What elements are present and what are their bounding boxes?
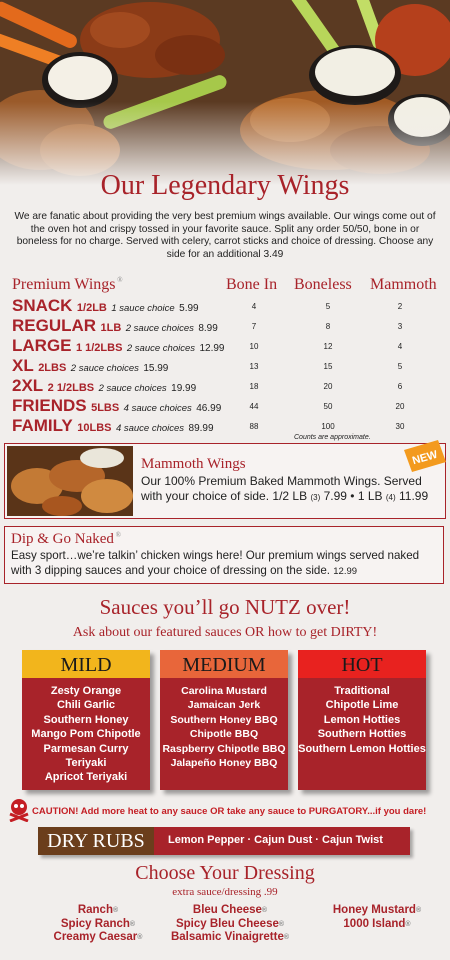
dressing-item: Spicy Bleu Cheese® bbox=[175, 917, 285, 930]
trademark-icon: ® bbox=[415, 907, 422, 914]
table-row bbox=[12, 396, 221, 416]
dressing-item: Balsamic Vinaigrette® bbox=[170, 931, 290, 943]
count-bone: 7 bbox=[251, 322, 257, 331]
sauce-item: Chipotle Lime bbox=[325, 699, 399, 712]
count-mammoth: 4 bbox=[397, 342, 403, 351]
count-boneless: 100 bbox=[321, 422, 335, 431]
sauce-choices: 2 sauce choices bbox=[98, 383, 167, 394]
dressing-item: Creamy Caesar® bbox=[53, 931, 143, 943]
dressing-item: Honey Mustard® bbox=[332, 904, 422, 916]
dressing-column-3 bbox=[312, 904, 442, 931]
size-name: SNACK bbox=[12, 296, 73, 315]
table-row bbox=[12, 376, 196, 396]
dressing-subtitle: extra sauce/dressing .99 bbox=[172, 886, 278, 898]
dry-rubs-list: Lemon Pepper · Cajun Dust · Cajun Twist bbox=[168, 834, 383, 846]
sauce-item: Apricot Teriyaki bbox=[44, 771, 128, 784]
count-bone: 4 bbox=[251, 302, 257, 311]
size-weight: 1/2LB bbox=[76, 302, 107, 314]
dressing-item: Spicy Ranch® bbox=[60, 917, 136, 930]
trademark-icon: ® bbox=[405, 920, 411, 928]
sauce-item: Southern Lemon Hotties bbox=[298, 742, 426, 755]
dip-title: Dip & Go Naked ® bbox=[11, 531, 121, 547]
size-weight: 10LBS bbox=[77, 422, 112, 434]
size-name: LARGE bbox=[12, 336, 72, 355]
sauce-item: Lemon Hotties bbox=[323, 713, 401, 726]
table-row bbox=[12, 296, 199, 316]
sauce-item: Teriyaki bbox=[65, 757, 107, 770]
sauce-item: Mango Pom Chipotle bbox=[31, 728, 141, 741]
skull-icon bbox=[8, 798, 30, 822]
new-badge-label: NEW bbox=[411, 448, 439, 468]
count-bone: 44 bbox=[249, 402, 259, 411]
dry-rubs-label: DRY RUBS bbox=[38, 827, 154, 855]
hot-list bbox=[298, 678, 426, 790]
size-price: 15.99 bbox=[143, 363, 169, 374]
sauce-item: Raspberry Chipotle BBQ bbox=[162, 742, 286, 755]
col-mammoth: Mammoth bbox=[370, 276, 437, 293]
sauce-item: Chili Garlic bbox=[56, 699, 116, 712]
size-name: 2XL bbox=[12, 376, 44, 395]
sauce-item: Traditional bbox=[334, 685, 390, 697]
dressing-item: Bleu Cheese® bbox=[192, 904, 268, 916]
sauce-item: Chipotle BBQ bbox=[189, 728, 259, 741]
premium-wings-heading: Premium Wings ® bbox=[12, 276, 123, 293]
dressing-item: 1000 Island® bbox=[343, 917, 411, 930]
size-weight: 1 1/2LBS bbox=[75, 342, 123, 354]
count-bone: 13 bbox=[249, 362, 259, 371]
trademark-icon: ® bbox=[278, 920, 285, 928]
count-mammoth: 6 bbox=[397, 382, 403, 391]
mammoth-text: Our 100% Premium Baked Mammoth Wings. Served with your choice of side. 1/2 LB (3) 7.99 • 1 LB (4) 11.99 bbox=[141, 474, 429, 503]
sauce-choices: 4 sauce choices bbox=[115, 423, 185, 434]
trademark-icon: ® bbox=[261, 907, 268, 914]
count-mammoth: 20 bbox=[395, 402, 405, 411]
size-name: XL bbox=[12, 356, 34, 375]
size-name: FRIENDS bbox=[12, 396, 87, 415]
size-weight: 1LB bbox=[100, 322, 122, 334]
dip-text: Easy sport…we’re talkin’ chicken wings here! Our premium wings served naked with 3 dipping sauces and your choice of dressing on the side. 12.99 bbox=[11, 549, 420, 577]
sauce-column-hot bbox=[298, 650, 426, 790]
col-boneless: Boneless bbox=[294, 276, 352, 293]
sauce-choices: 4 sauce choices bbox=[123, 403, 192, 414]
counts-approx-note: Counts are approximate. bbox=[294, 434, 371, 441]
count-mammoth: 3 bbox=[397, 322, 403, 331]
sauces-subtitle: Ask about our featured sauces OR how to get DIRTY! bbox=[72, 625, 378, 640]
count-bone: 10 bbox=[249, 342, 259, 351]
size-price: 8.99 bbox=[198, 323, 218, 334]
sauces-title: Sauces you’ll go NUTZ over! bbox=[99, 595, 351, 619]
medium-heading: MEDIUM bbox=[160, 650, 288, 678]
size-price: 19.99 bbox=[171, 383, 197, 394]
size-weight: 2 1/2LBS bbox=[47, 382, 95, 394]
count-bone: 88 bbox=[249, 422, 259, 431]
col-bone-in: Bone In bbox=[226, 276, 278, 293]
sauce-item: Southern Honey BBQ bbox=[170, 713, 278, 726]
count-mammoth: 5 bbox=[397, 362, 403, 371]
sauce-column-medium bbox=[160, 650, 288, 790]
count-boneless: 15 bbox=[323, 362, 333, 371]
mammoth-wings-photo bbox=[7, 446, 133, 516]
count-boneless: 20 bbox=[323, 382, 333, 391]
trademark-icon: ® bbox=[129, 920, 136, 928]
sauce-item: Southern Honey bbox=[43, 713, 129, 726]
trademark-icon: ® bbox=[283, 934, 290, 941]
size-name: REGULAR bbox=[12, 316, 97, 335]
trademark-icon: ® bbox=[137, 934, 143, 941]
sauce-item: Carolina Mustard bbox=[181, 685, 267, 697]
hot-heading: HOT bbox=[298, 650, 426, 678]
size-weight: 5LBS bbox=[91, 402, 120, 414]
size-price: 46.99 bbox=[196, 403, 222, 414]
intro-text: We are fanatic about providing the very best premium wings available. Our wings come out of the oven hot and crispy tossed in your favorite sauce. Split any order 50/50, bone in or boneless for no charge. Served with celery, carrot sticks and choice of dressing. Choose any side for an additional 3.49 bbox=[14, 211, 436, 260]
mammoth-wings-box bbox=[4, 443, 446, 519]
table-row bbox=[12, 316, 218, 336]
trademark-icon: ® bbox=[113, 531, 121, 539]
sauce-item: Zesty Orange bbox=[50, 685, 122, 697]
count-boneless: 50 bbox=[323, 402, 333, 411]
table-row bbox=[12, 336, 224, 356]
size-price: 5.99 bbox=[179, 303, 199, 314]
dressing-title: Choose Your Dressing bbox=[135, 862, 315, 884]
page-title: Our Legendary Wings bbox=[100, 170, 350, 201]
sauce-item: Parmesan Curry bbox=[43, 742, 129, 755]
dressing-column-1 bbox=[38, 904, 158, 945]
count-boneless: 5 bbox=[325, 302, 331, 311]
count-mammoth: 30 bbox=[395, 422, 405, 431]
trademark-icon: ® bbox=[115, 276, 123, 284]
mild-heading: MILD bbox=[22, 650, 150, 678]
sauce-item: Jamaican Jerk bbox=[187, 699, 261, 712]
table-row bbox=[12, 416, 214, 436]
sauce-choices: 2 sauce choices bbox=[70, 363, 139, 374]
mammoth-title: Mammoth Wings bbox=[141, 456, 246, 472]
count-boneless: 8 bbox=[325, 322, 331, 331]
size-weight: 2LBS bbox=[38, 362, 67, 374]
count-mammoth: 2 bbox=[397, 302, 403, 311]
table-row bbox=[12, 356, 168, 376]
size-price: 12.99 bbox=[199, 343, 225, 354]
sauce-choices: 2 sauce choices bbox=[126, 343, 195, 354]
hero-wings-photo bbox=[0, 0, 450, 185]
dip-go-naked-box bbox=[4, 526, 444, 584]
new-badge bbox=[400, 438, 446, 472]
dressing-column-2 bbox=[160, 904, 300, 945]
dressing-item: Ranch® bbox=[77, 904, 119, 916]
sauce-choices: 2 sauce choices bbox=[125, 323, 194, 334]
trademark-icon: ® bbox=[112, 907, 119, 914]
size-name: FAMILY bbox=[12, 416, 73, 435]
dry-rubs-bar bbox=[38, 827, 410, 855]
caution-text: CAUTION! Add more heat to any sauce OR take any sauce to PURGATORY...if you dare! bbox=[32, 806, 427, 817]
sauce-item: Jalapeño Honey BBQ bbox=[170, 757, 278, 770]
sauce-choices: 1 sauce choice bbox=[111, 303, 175, 314]
sauce-column-mild bbox=[22, 650, 150, 790]
mild-list bbox=[22, 678, 150, 790]
count-bone: 18 bbox=[249, 382, 259, 391]
count-boneless: 12 bbox=[323, 342, 333, 351]
sauce-item: Southern Hotties bbox=[317, 728, 407, 741]
size-price: 89.99 bbox=[188, 423, 214, 434]
medium-list bbox=[160, 678, 288, 790]
